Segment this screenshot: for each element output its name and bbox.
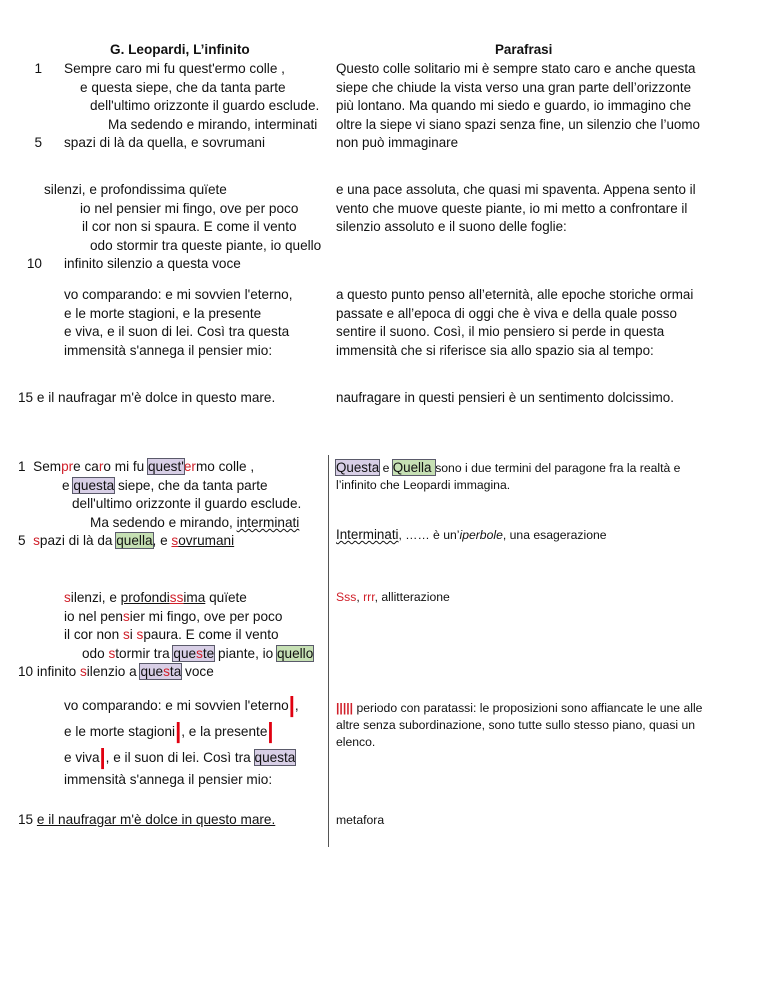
analysis-stanza-2 [18, 589, 313, 682]
parataxis-bar: | [267, 718, 274, 743]
highlight-queste: queste [173, 645, 215, 661]
poem-line: e questa siepe, che da tanta parte [80, 79, 286, 95]
poem-line: il cor non si spaura. E come il vento [82, 219, 297, 235]
highlight-questa: questa [73, 477, 115, 493]
poem-line: e viva, e il suon di lei. Così tra questa [64, 324, 290, 340]
poem-line: dell'ultimo orizzonte il guardo esclude. [90, 98, 320, 114]
poem-line: odo stormir tra queste piante, io quello [90, 237, 322, 253]
analysis-line: immensità s'annega il pensier mio: [64, 772, 273, 787]
analysis-line: io nel pensier mi fingo, ove per poco [64, 608, 283, 624]
analysis-line: e viva|, e il suon di lei. Così tra questa [64, 744, 296, 769]
parafrasi-stanza-2: e una pace assoluta, che quasi mi spaventa. Appena sento il vento che muove queste piante, io mi metto a confrontare il silenzio assoluto e il suono delle foglie: [336, 182, 696, 235]
note-paragone: Questa e Quella sono i due termini del paragone fra la realtà e l’infinito che Leopardi immagina. [336, 460, 681, 492]
poem-line: 10 infinito silenzio a questa voce [26, 256, 241, 272]
analysis-line: dell'ultimo orizzonte il guardo esclude. [72, 496, 302, 512]
analysis-line: 1 Sempre caro mi fu quest'ermo colle , [18, 459, 255, 474]
poem-line: e le morte stagioni, e la presente [64, 305, 262, 321]
column-divider [328, 455, 329, 847]
analysis-line: il cor non si spaura. E come il vento [64, 627, 279, 643]
parataxis-bar: | [99, 744, 106, 769]
parafrasi-stanza-4: naufragare in questi pensieri è un sentimento dolcissimo. [336, 390, 674, 405]
highlight-questa-3: questa [254, 750, 296, 765]
note-allitterazione: Sss, rrr, allitterazione [336, 590, 450, 604]
analysis-line: Ma sedendo e mirando, interminati [90, 514, 300, 530]
poem-line: 1 Sempre caro mi fu quest'ermo colle , [34, 61, 285, 76]
analysis-line: odo stormir tra queste piante, io quello [82, 645, 314, 661]
parataxis-bar: | [288, 692, 295, 717]
poem-stanza-1 [34, 60, 324, 153]
analysis-stanza-1 [18, 458, 301, 551]
poem-line: io nel pensier mi fingo, ove per poco [80, 200, 299, 216]
parafrasi-title: Parafrasi [495, 42, 553, 57]
note-metafora: metafora [336, 813, 385, 827]
note-paratassi: ||||| periodo con paratassi: le proposizioni sono affiancate le une alle altre senza subordinazione, sono tutte sullo stesso piano, quasi un elenco. [336, 701, 703, 749]
parafrasi-stanza-1: Questo colle solitario mi è sempre stato caro e anche questa siepe che chiude la vista verso una gran parte dell’orizzonte più lontano. Ma quando mi siedo e guardo, io immagino che oltre la siepe vi siano spazi senza fine, un silenzio che l’uomo non può immaginare [336, 61, 700, 151]
poem-stanza-4: 15 e il naufragar m'è dolce in questo mare. [18, 390, 276, 405]
analysis-line: silenzi, e profondissima quïete [64, 590, 247, 605]
parafrasi-stanza-3: a questo punto penso all’eternità, alle epoche storiche ormai passate e all’epoca di oggi che è viva e della quale posso sentire il suono. Così, il mio pensiero si perde in questa immensità che si riferisce sia allo spazio sia al tempo: [336, 287, 694, 358]
poem-stanza-2 [26, 181, 324, 274]
note-iperbole: Interminati, …… è un’iperbole, una esagerazione [336, 527, 607, 542]
analysis-line: e le morte stagioni|, e la presente| [64, 718, 274, 743]
highlight-quest: quest' [147, 459, 184, 474]
analysis-stanza-3 [64, 693, 299, 789]
poem-line: silenzi, e profondissima quïete [44, 182, 227, 197]
analysis-line: e questa siepe, che da tanta parte [62, 477, 268, 493]
poem-title: G. Leopardi, L’infinito [110, 42, 250, 57]
parataxis-bar: | [175, 718, 182, 743]
analysis-line: 10 infinito silenzio a questa voce [18, 664, 214, 680]
poem-line: 5 spazi di là da quella, e sovrumani [34, 135, 265, 151]
analysis-line: 5 spazi di là da quella, e sovrumani [18, 533, 235, 549]
analysis-line: vo comparando: e mi sovvien l'eterno|, [64, 692, 299, 717]
poem-line: Ma sedendo e mirando, interminati [108, 116, 318, 132]
highlight-quella: quella [116, 533, 153, 549]
highlight-quello: quello [276, 645, 314, 661]
highlight-questa-2: questa [140, 664, 182, 680]
poem-stanza-3 [64, 286, 324, 360]
poem-line: immensità s'annega il pensier mio: [64, 342, 273, 358]
poem-line: vo comparando: e mi sovvien l'eterno, [64, 287, 293, 302]
analysis-stanza-4: 15 e il naufragar m'è dolce in questo mare. [18, 812, 276, 827]
